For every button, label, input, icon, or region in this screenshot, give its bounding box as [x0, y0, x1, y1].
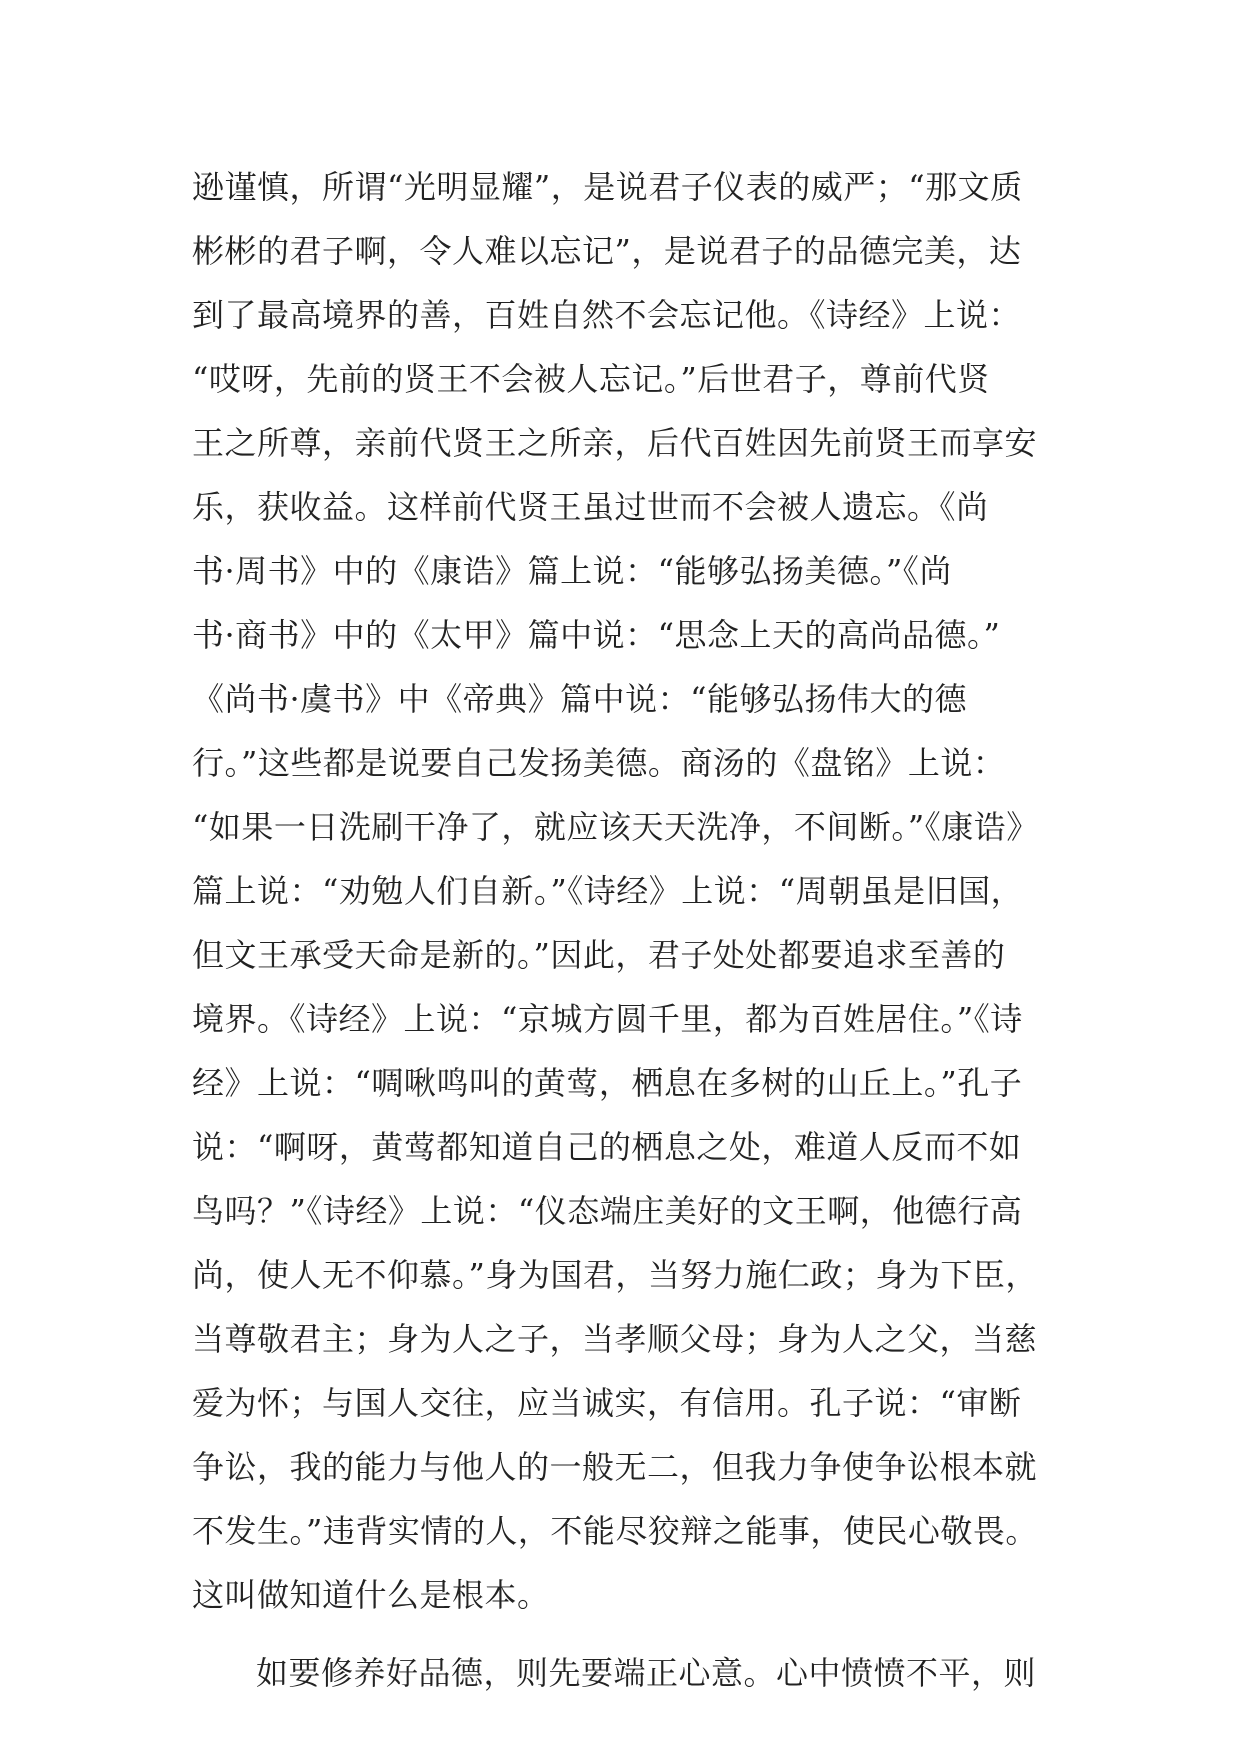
paragraph-gap [192, 1627, 1062, 1641]
text-line: 境界。《诗经》上说：“京城方圆千里，都为百姓居住。”《诗 [192, 1000, 1023, 1038]
text-line: “哎呀，先前的贤王不会被人忘记。”后世君子，尊前代贤 [192, 360, 990, 398]
paragraph-start-line: 如要修养好品德，则先要端正心意。心中愤愤不平，则 [256, 1654, 1037, 1692]
text-line: 《尚书·虞书》中《帝典》篇中说：“能够弘扬伟大的德 [192, 680, 968, 718]
text-line: 到了最高境界的善，百姓自然不会忘记他。《诗经》上说： [192, 296, 1022, 334]
text-line: 乐，获收益。这样前代贤王虽过世而不会被人遗忘。《尚 [192, 488, 989, 526]
text-line: 不发生。”违背实情的人，不能尽狡辩之能事，使民心敬畏。 [192, 1512, 1038, 1550]
text-line: 王之所尊，亲前代贤王之所亲，后代百姓因先前贤王而享安 [192, 424, 1038, 462]
text-line: 逊谨慎，所谓“光明显耀”，是说君子仪表的威严；“那文质 [192, 168, 1023, 206]
text-line: “如果一日洗刷干净了，就应该天天洗净，不间断。”《康诰》 [192, 808, 1039, 846]
text-line: 尚，使人无不仰慕。”身为国君，当努力施仁政；身为下臣， [192, 1256, 1038, 1294]
text-line: 行。”这些都是说要自己发扬美德。商汤的《盘铭》上说： [192, 744, 1006, 782]
text-line: 爱为怀；与国人交往，应当诚实，有信用。孔子说：“审断 [192, 1384, 1022, 1422]
text-line: 这叫做知道什么是根本。 [192, 1576, 550, 1614]
text-line: 书·周书》中的《康诰》篇上说：“能够弘扬美德。”《尚 [192, 552, 952, 590]
text-line: 彬彬的君子啊，令人难以忘记”，是说君子的品德完美，达 [192, 232, 1022, 270]
text-line: 鸟吗？”《诗经》上说：“仪态端庄美好的文王啊，他德行高 [192, 1192, 1023, 1230]
body-text [192, 155, 1062, 1705]
text-line: 篇上说：“劝勉人们自新。”《诗经》上说：“周朝虽是旧国， [192, 872, 1024, 910]
text-line: 经》上说：“啁啾鸣叫的黄莺，栖息在多树的山丘上。”孔子 [192, 1064, 1023, 1102]
text-line: 书·商书》中的《太甲》篇中说：“思念上天的高尚品德。” [192, 616, 1001, 654]
text-line: 说：“啊呀，黄莺都知道自己的栖息之处，难道人反而不如 [192, 1128, 1022, 1166]
text-line: 争讼，我的能力与他人的一般无二，但我力争使争讼根本就 [192, 1448, 1038, 1486]
text-line: 但文王承受天命是新的。”因此，君子处处都要追求至善的 [192, 936, 1006, 974]
text-line: 当尊敬君主；身为人之子，当孝顺父母；身为人之父，当慈 [192, 1320, 1038, 1358]
